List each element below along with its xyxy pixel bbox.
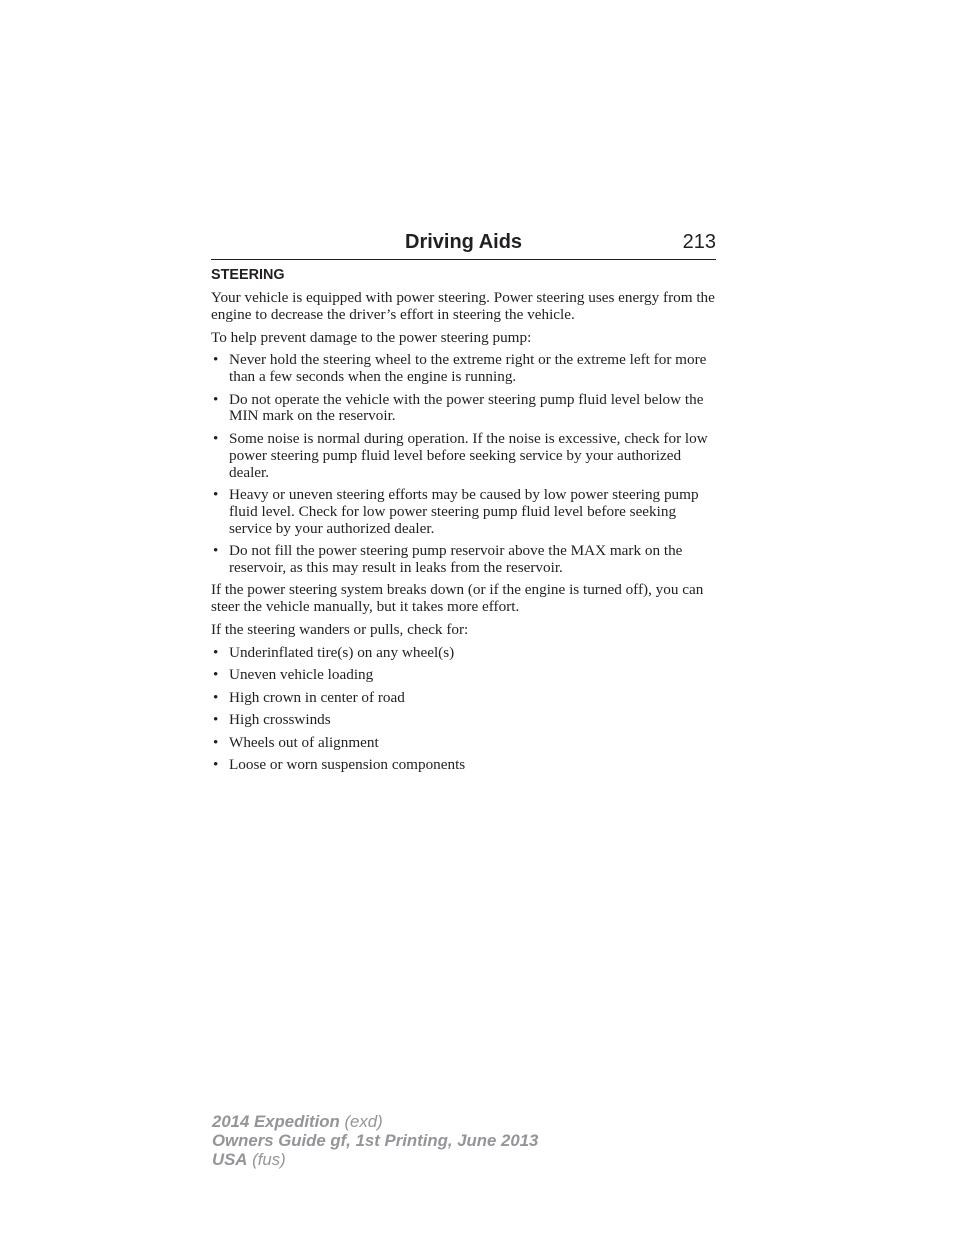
prevent-damage-lead: To help prevent damage to the power steering pump:	[211, 328, 532, 346]
list-item-text: Never hold the steering wheel to the extreme right or the extreme left for more than a few seconds when the engine is running.	[229, 351, 707, 386]
bullet-icon: •	[213, 351, 219, 369]
list-item-text: Heavy or uneven steering efforts may be caused by low power steering pump fluid level. Check for low power steering pump fluid level before seeking service by your authorized dealer.	[229, 486, 699, 537]
list-item-text: Loose or worn suspension components	[229, 756, 466, 774]
list-item-text: Uneven vehicle loading	[229, 666, 374, 684]
list-item	[211, 543, 717, 577]
list-item	[211, 735, 717, 752]
list-item-text: Wheels out of alignment	[229, 733, 379, 751]
bullet-icon: •	[213, 542, 219, 560]
footer-model: 2014 Expedition	[212, 1112, 340, 1131]
bullet-icon: •	[213, 429, 219, 447]
list-item	[211, 487, 717, 537]
section-title: Driving Aids	[405, 231, 523, 253]
list-item	[211, 431, 717, 481]
list-item	[211, 690, 717, 707]
list-item	[211, 712, 717, 729]
bullet-icon: •	[213, 711, 219, 729]
bullet-icon: •	[213, 486, 219, 504]
page-number: 213	[682, 231, 716, 253]
list-item	[211, 757, 717, 774]
page-footer	[212, 1112, 538, 1169]
list-item-text: Some noise is normal during operation. If the noise is excessive, check for low power steering pump fluid level before seeking service by your authorized dealer.	[229, 429, 708, 481]
footer-line-model	[212, 1112, 538, 1131]
list-item-text: Underinflated tire(s) on any wheel(s)	[229, 643, 455, 661]
wander-lead: If the steering wanders or pulls, check for:	[211, 620, 469, 638]
bullet-icon: •	[213, 643, 219, 661]
wander-check-list	[211, 645, 717, 774]
list-item	[211, 392, 717, 426]
list-item-text: High crown in center of road	[229, 688, 405, 706]
steering-heading: STEERING	[211, 267, 285, 283]
prevent-damage-list	[211, 352, 717, 576]
footer-line-market	[212, 1150, 538, 1169]
intro-paragraph: Your vehicle is equipped with power steering. Power steering uses energy from the engine to decrease the driver’s effort in steering the vehicle.	[211, 289, 715, 323]
bullet-icon: •	[213, 390, 219, 408]
page-content	[211, 266, 717, 780]
list-item	[211, 352, 717, 386]
footer-line-edition	[212, 1131, 538, 1150]
footer-model-code: (exd)	[344, 1112, 383, 1131]
breakdown-paragraph: If the power steering system breaks down (or if the engine is turned off), you can steer the vehicle manually, but it takes more effort.	[211, 581, 704, 616]
bullet-icon: •	[213, 733, 219, 751]
footer-market: USA	[212, 1150, 248, 1169]
page-header	[211, 228, 716, 260]
list-item	[211, 645, 717, 662]
list-item-text: Do not fill the power steering pump reservoir above the MAX mark on the reservoir, as this may result in leaks from the reservoir.	[229, 542, 683, 576]
bullet-icon: •	[213, 666, 219, 684]
list-item-text: High crosswinds	[229, 711, 331, 729]
footer-edition: Owners Guide gf, 1st Printing, June 2013	[212, 1131, 539, 1150]
list-item-text: Do not operate the vehicle with the power steering pump fluid level below the MIN mark on the reservoir.	[229, 390, 704, 425]
footer-market-code: (fus)	[252, 1150, 286, 1169]
bullet-icon: •	[213, 756, 219, 774]
list-item	[211, 667, 717, 684]
bullet-icon: •	[213, 688, 219, 706]
